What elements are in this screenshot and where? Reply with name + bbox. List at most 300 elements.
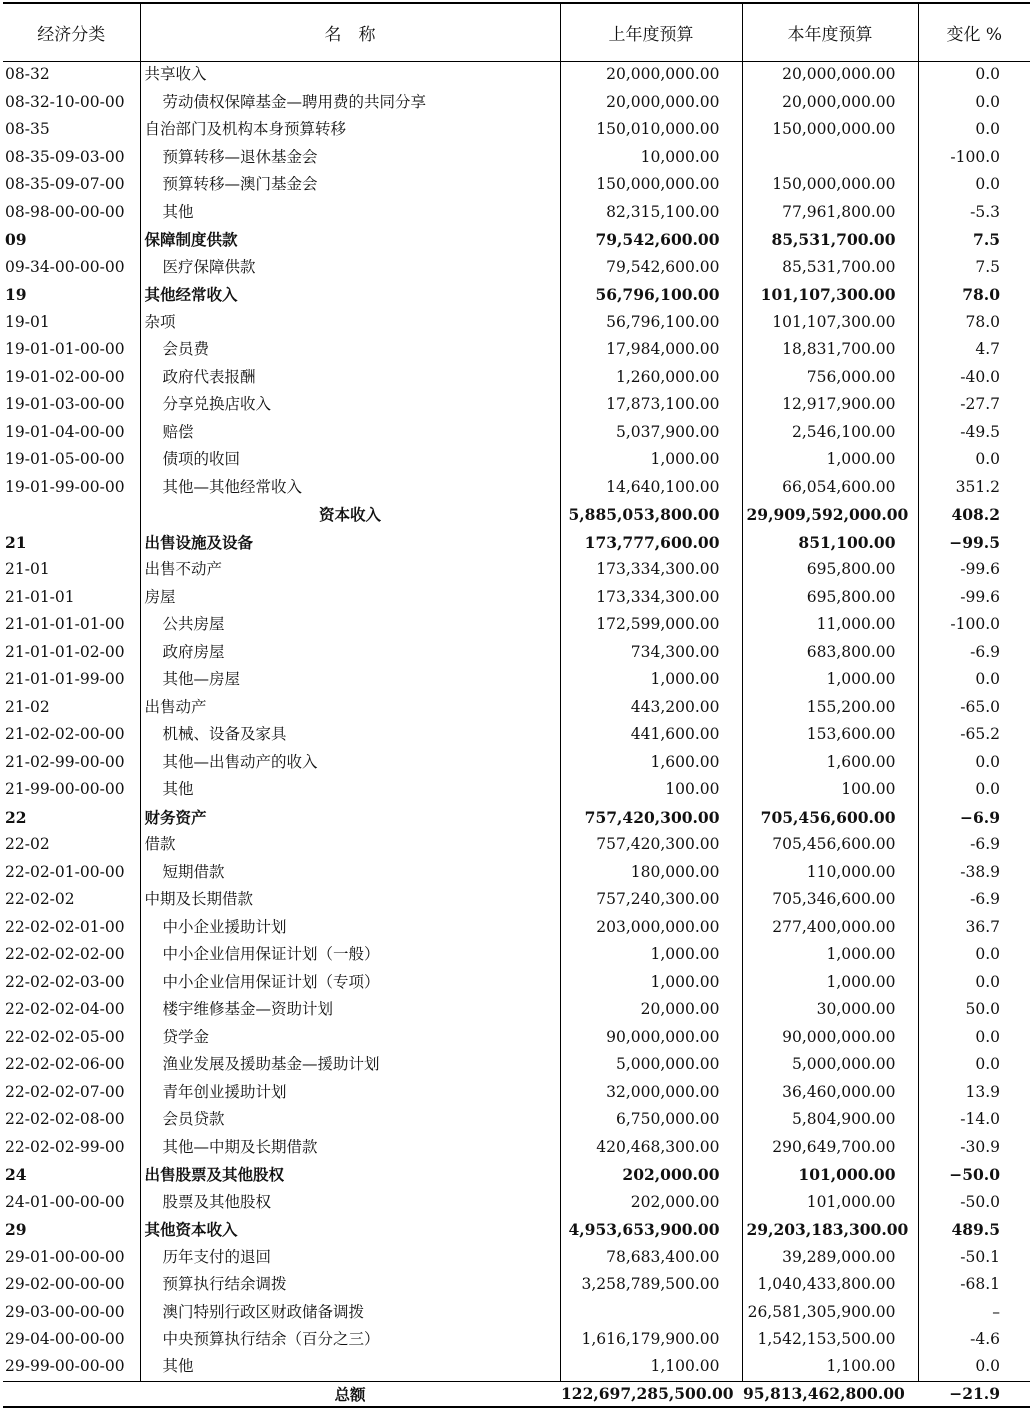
row-prev: 100.00 bbox=[560, 776, 742, 804]
row-curr: 1,600.00 bbox=[742, 749, 918, 777]
table-row bbox=[3, 336, 1030, 364]
row-change: 0.0 bbox=[918, 116, 1030, 144]
row-prev: 10,000.00 bbox=[560, 144, 742, 172]
table-row bbox=[3, 941, 1030, 969]
row-prev: 180,000.00 bbox=[560, 859, 742, 887]
row-curr: 18,831,700.00 bbox=[742, 336, 918, 364]
row-prev: 56,796,100.00 bbox=[560, 309, 742, 337]
table-row bbox=[3, 831, 1030, 859]
row-change: −99.5 bbox=[918, 529, 1030, 557]
table-row bbox=[3, 529, 1030, 557]
row-name: 股票及其他股权 bbox=[140, 1189, 560, 1217]
row-prev: 3,258,789,500.00 bbox=[560, 1271, 742, 1299]
row-code: 08-98-00-00-00 bbox=[5, 202, 125, 221]
row-curr bbox=[742, 144, 918, 172]
table-row bbox=[3, 611, 1030, 639]
row-code: 19-01-99-00-00 bbox=[5, 477, 125, 496]
row-prev: 5,000,000.00 bbox=[560, 1051, 742, 1079]
row-code: 29-01-00-00-00 bbox=[5, 1247, 125, 1266]
row-name: 政府房屋 bbox=[140, 639, 560, 667]
row-prev: 20,000.00 bbox=[560, 996, 742, 1024]
row-change: 0.0 bbox=[918, 89, 1030, 117]
row-change: -65.0 bbox=[918, 694, 1030, 722]
row-code: 22-02-02-08-00 bbox=[5, 1110, 125, 1128]
row-curr: 20,000,000.00 bbox=[742, 89, 918, 117]
table-row bbox=[3, 639, 1030, 667]
table-row bbox=[3, 419, 1030, 447]
row-curr: 1,000.00 bbox=[742, 666, 918, 694]
row-curr: 101,000.00 bbox=[742, 1161, 918, 1189]
row-prev: 1,616,179,900.00 bbox=[560, 1326, 742, 1354]
row-prev: 757,420,300.00 bbox=[560, 804, 742, 832]
row-curr: 36,460,000.00 bbox=[742, 1079, 918, 1107]
row-curr: 90,000,000.00 bbox=[742, 1024, 918, 1052]
row-curr: 5,000,000.00 bbox=[742, 1051, 918, 1079]
row-prev: 150,000,000.00 bbox=[560, 171, 742, 199]
table-row bbox=[3, 996, 1030, 1024]
row-curr: 100.00 bbox=[742, 776, 918, 804]
row-prev: 172,599,000.00 bbox=[560, 611, 742, 639]
row-code: 29-04-00-00-00 bbox=[5, 1330, 125, 1348]
row-code: 22-02-02-05-00 bbox=[5, 1027, 125, 1046]
row-prev: 82,315,100.00 bbox=[560, 199, 742, 227]
row-name: 会员贷款 bbox=[140, 1106, 560, 1134]
row-change: 78.0 bbox=[918, 309, 1030, 337]
total-label: 总额 bbox=[140, 1381, 560, 1407]
row-name: 赔偿 bbox=[140, 419, 560, 447]
row-curr: 683,800.00 bbox=[742, 639, 918, 667]
row-prev: 202,000.00 bbox=[560, 1189, 742, 1217]
row-curr: 85,531,700.00 bbox=[742, 226, 918, 254]
table-row bbox=[3, 1189, 1030, 1217]
table-row bbox=[3, 309, 1030, 337]
row-code: 22 bbox=[5, 807, 27, 827]
row-change: 0.0 bbox=[918, 61, 1030, 89]
row-prev: 1,000.00 bbox=[560, 666, 742, 694]
row-name: 中小企业信用保证计划（一般） bbox=[140, 941, 560, 969]
row-code: 21-02-99-00-00 bbox=[5, 752, 125, 771]
row-code: 22-02-02-01-00 bbox=[5, 917, 125, 936]
row-code: 22-02-02-06-00 bbox=[5, 1055, 125, 1073]
header-curr-year: 本年度预算 bbox=[742, 3, 918, 61]
row-curr: 705,456,600.00 bbox=[742, 804, 918, 832]
row-prev: 6,750,000.00 bbox=[560, 1106, 742, 1134]
table-body bbox=[3, 61, 1030, 1381]
row-change: -100.0 bbox=[918, 144, 1030, 172]
row-change: 0.0 bbox=[918, 776, 1030, 804]
table-row bbox=[3, 804, 1030, 832]
row-curr: 1,000.00 bbox=[742, 941, 918, 969]
row-prev: 5,037,900.00 bbox=[560, 419, 742, 447]
row-name: 其他—出售动产的收入 bbox=[140, 749, 560, 777]
row-name: 分享兑换店收入 bbox=[140, 391, 560, 419]
table-row bbox=[3, 171, 1030, 199]
row-curr: 1,040,433,800.00 bbox=[742, 1271, 918, 1299]
header-row bbox=[3, 3, 1030, 61]
row-curr: 110,000.00 bbox=[742, 859, 918, 887]
total-code bbox=[3, 1381, 140, 1407]
row-prev: 14,640,100.00 bbox=[560, 474, 742, 502]
row-curr: 150,000,000.00 bbox=[742, 116, 918, 144]
row-curr: 277,400,000.00 bbox=[742, 914, 918, 942]
row-prev: 1,000.00 bbox=[560, 446, 742, 474]
table-row bbox=[3, 886, 1030, 914]
row-curr: 155,200.00 bbox=[742, 694, 918, 722]
table-row bbox=[3, 144, 1030, 172]
row-prev: 79,542,600.00 bbox=[560, 226, 742, 254]
row-change: −6.9 bbox=[918, 804, 1030, 832]
row-code: 21-01-01-01-00 bbox=[5, 615, 125, 633]
row-change: -14.0 bbox=[918, 1106, 1030, 1134]
row-curr: 29,203,183,300.00 bbox=[742, 1216, 918, 1244]
row-code: 19-01-01-00-00 bbox=[5, 340, 125, 358]
row-change: -40.0 bbox=[918, 364, 1030, 392]
row-curr: 1,000.00 bbox=[742, 446, 918, 474]
row-code: 22-02-02-07-00 bbox=[5, 1082, 125, 1101]
row-change: -6.9 bbox=[918, 639, 1030, 667]
row-code: 24 bbox=[5, 1165, 27, 1184]
row-prev: 734,300.00 bbox=[560, 639, 742, 667]
row-change: 4.7 bbox=[918, 336, 1030, 364]
table-row bbox=[3, 721, 1030, 749]
row-prev: 32,000,000.00 bbox=[560, 1079, 742, 1107]
row-name: 预算转移—澳门基金会 bbox=[140, 171, 560, 199]
table-row bbox=[3, 391, 1030, 419]
row-code: 09 bbox=[5, 230, 27, 249]
row-curr: 1,542,153,500.00 bbox=[742, 1326, 918, 1354]
table-row bbox=[3, 1079, 1030, 1107]
row-prev: 203,000,000.00 bbox=[560, 914, 742, 942]
row-code: 29-03-00-00-00 bbox=[5, 1302, 125, 1321]
row-change: 36.7 bbox=[918, 914, 1030, 942]
row-prev: 20,000,000.00 bbox=[560, 61, 742, 89]
row-change: -50.0 bbox=[918, 1189, 1030, 1217]
row-change: 0.0 bbox=[918, 749, 1030, 777]
row-code: 08-35-09-03-00 bbox=[5, 147, 125, 166]
table-row bbox=[3, 364, 1030, 392]
table-row bbox=[3, 776, 1030, 804]
table-row bbox=[3, 914, 1030, 942]
row-prev: 90,000,000.00 bbox=[560, 1024, 742, 1052]
row-curr: 1,100.00 bbox=[742, 1354, 918, 1382]
row-code: 19-01-05-00-00 bbox=[5, 450, 125, 468]
row-code: 22-02-02-04-00 bbox=[5, 1000, 125, 1018]
row-curr: 66,054,600.00 bbox=[742, 474, 918, 502]
row-curr: 695,800.00 bbox=[742, 584, 918, 612]
row-curr: 756,000.00 bbox=[742, 364, 918, 392]
row-name: 短期借款 bbox=[140, 859, 560, 887]
row-name: 历年支付的退回 bbox=[140, 1244, 560, 1272]
row-code: 22-02-02-99-00 bbox=[5, 1137, 125, 1156]
row-name: 房屋 bbox=[140, 584, 560, 612]
row-prev: 78,683,400.00 bbox=[560, 1244, 742, 1272]
row-name: 机械、设备及家具 bbox=[140, 721, 560, 749]
budget-table bbox=[3, 2, 1030, 1408]
row-name: 自治部门及机构本身预算转移 bbox=[140, 116, 560, 144]
row-prev: 56,796,100.00 bbox=[560, 281, 742, 309]
table-row bbox=[3, 1299, 1030, 1327]
row-code: 21-99-00-00-00 bbox=[5, 780, 125, 798]
row-name: 借款 bbox=[140, 831, 560, 859]
row-change: -65.2 bbox=[918, 721, 1030, 749]
row-name: 杂项 bbox=[140, 309, 560, 337]
table-row bbox=[3, 501, 1030, 529]
row-prev: 150,010,000.00 bbox=[560, 116, 742, 144]
table-header bbox=[3, 3, 1030, 61]
row-prev bbox=[560, 1299, 742, 1327]
row-change: 0.0 bbox=[918, 1051, 1030, 1079]
row-code: 08-35-09-07-00 bbox=[5, 175, 125, 193]
row-curr: 101,107,300.00 bbox=[742, 281, 918, 309]
row-name: 预算转移—退休基金会 bbox=[140, 144, 560, 172]
header-change: 变化 % bbox=[918, 3, 1030, 61]
row-code: 08-32-10-00-00 bbox=[5, 92, 125, 111]
row-prev: 173,777,600.00 bbox=[560, 529, 742, 557]
row-code: 08-35 bbox=[5, 120, 50, 138]
table-row bbox=[3, 446, 1030, 474]
row-change: 408.2 bbox=[918, 501, 1030, 529]
table-row bbox=[3, 281, 1030, 309]
row-code bbox=[3, 501, 140, 529]
row-curr: 30,000.00 bbox=[742, 996, 918, 1024]
row-code: 29-02-00-00-00 bbox=[5, 1275, 125, 1293]
table-row bbox=[3, 1051, 1030, 1079]
row-name: 政府代表报酬 bbox=[140, 364, 560, 392]
row-prev: 4,953,653,900.00 bbox=[560, 1216, 742, 1244]
row-code: 19-01-03-00-00 bbox=[5, 395, 125, 413]
table-row bbox=[3, 89, 1030, 117]
row-name: 医疗保障供款 bbox=[140, 254, 560, 282]
row-curr: 153,600.00 bbox=[742, 721, 918, 749]
row-name: 中小企业援助计划 bbox=[140, 914, 560, 942]
row-prev: 1,260,000.00 bbox=[560, 364, 742, 392]
row-code: 29 bbox=[5, 1220, 27, 1239]
row-change: -27.7 bbox=[918, 391, 1030, 419]
row-curr: 101,107,300.00 bbox=[742, 309, 918, 337]
row-curr: 11,000.00 bbox=[742, 611, 918, 639]
row-curr: 29,909,592,000.00 bbox=[742, 501, 918, 529]
table-row bbox=[3, 1106, 1030, 1134]
row-prev: 441,600.00 bbox=[560, 721, 742, 749]
row-change: 0.0 bbox=[918, 446, 1030, 474]
row-name: 保障制度供款 bbox=[140, 226, 560, 254]
table-row bbox=[3, 254, 1030, 282]
row-code: 21-01-01-99-00 bbox=[5, 670, 125, 688]
row-curr: 101,000.00 bbox=[742, 1189, 918, 1217]
row-curr: 1,000.00 bbox=[742, 969, 918, 997]
table-row bbox=[3, 1216, 1030, 1244]
row-name: 共享收入 bbox=[140, 61, 560, 89]
row-prev: 202,000.00 bbox=[560, 1161, 742, 1189]
row-change: -100.0 bbox=[918, 611, 1030, 639]
row-change: -68.1 bbox=[918, 1271, 1030, 1299]
row-prev: 173,334,300.00 bbox=[560, 584, 742, 612]
row-name: 债项的收回 bbox=[140, 446, 560, 474]
row-change: 0.0 bbox=[918, 1024, 1030, 1052]
row-name: 出售设施及设备 bbox=[140, 529, 560, 557]
row-name: 财务资产 bbox=[140, 804, 560, 832]
row-curr: 851,100.00 bbox=[742, 529, 918, 557]
row-name: 出售不动产 bbox=[140, 556, 560, 584]
row-prev: 1,100.00 bbox=[560, 1354, 742, 1382]
row-change: -5.3 bbox=[918, 199, 1030, 227]
row-prev: 20,000,000.00 bbox=[560, 89, 742, 117]
row-code: 22-02-02 bbox=[5, 890, 75, 908]
row-curr: 39,289,000.00 bbox=[742, 1244, 918, 1272]
row-name: 中央预算执行结余（百分之三） bbox=[140, 1326, 560, 1354]
row-code: 08-32 bbox=[5, 65, 50, 84]
row-curr: 20,000,000.00 bbox=[742, 61, 918, 89]
row-change: −50.0 bbox=[918, 1161, 1030, 1189]
row-name: 其他资本收入 bbox=[140, 1216, 560, 1244]
row-curr: 2,546,100.00 bbox=[742, 419, 918, 447]
row-change: 0.0 bbox=[918, 666, 1030, 694]
total-row bbox=[3, 1381, 1030, 1407]
row-change: – bbox=[918, 1299, 1030, 1327]
row-code: 21-01-01 bbox=[5, 587, 75, 606]
row-prev: 420,468,300.00 bbox=[560, 1134, 742, 1162]
row-prev: 173,334,300.00 bbox=[560, 556, 742, 584]
row-prev: 79,542,600.00 bbox=[560, 254, 742, 282]
row-name: 资本收入 bbox=[140, 501, 560, 529]
table-row bbox=[3, 1134, 1030, 1162]
row-change: 7.5 bbox=[918, 226, 1030, 254]
row-code: 21 bbox=[5, 532, 27, 552]
row-curr: 695,800.00 bbox=[742, 556, 918, 584]
table-row bbox=[3, 666, 1030, 694]
total-prev: 122,697,285,500.00 bbox=[560, 1381, 742, 1407]
table-row bbox=[3, 969, 1030, 997]
row-prev: 757,240,300.00 bbox=[560, 886, 742, 914]
table-row bbox=[3, 1354, 1030, 1382]
row-code: 22-02-02-02-00 bbox=[5, 945, 125, 963]
table-row bbox=[3, 226, 1030, 254]
table-footer bbox=[3, 1381, 1030, 1407]
row-curr: 150,000,000.00 bbox=[742, 171, 918, 199]
table-row bbox=[3, 694, 1030, 722]
row-change: 0.0 bbox=[918, 969, 1030, 997]
row-code: 19-01 bbox=[5, 312, 50, 331]
row-name: 中期及长期借款 bbox=[140, 886, 560, 914]
row-name: 出售股票及其他股权 bbox=[140, 1161, 560, 1189]
header-prev-year: 上年度预算 bbox=[560, 3, 742, 61]
row-name: 其他 bbox=[140, 1354, 560, 1382]
row-name: 其他 bbox=[140, 776, 560, 804]
row-prev: 443,200.00 bbox=[560, 694, 742, 722]
table-row bbox=[3, 1326, 1030, 1354]
row-code: 21-02 bbox=[5, 697, 50, 716]
row-code: 21-02-02-00-00 bbox=[5, 725, 125, 743]
row-curr: 12,917,900.00 bbox=[742, 391, 918, 419]
row-code: 21-01-01-02-00 bbox=[5, 642, 125, 661]
row-change: -99.6 bbox=[918, 584, 1030, 612]
row-change: 0.0 bbox=[918, 171, 1030, 199]
row-change: -6.9 bbox=[918, 886, 1030, 914]
row-prev: 757,420,300.00 bbox=[560, 831, 742, 859]
row-prev: 17,984,000.00 bbox=[560, 336, 742, 364]
row-code: 22-02-01-00-00 bbox=[5, 862, 125, 881]
row-code: 19-01-04-00-00 bbox=[5, 422, 125, 441]
row-change: 50.0 bbox=[918, 996, 1030, 1024]
table-row bbox=[3, 61, 1030, 89]
table-row bbox=[3, 859, 1030, 887]
row-curr: 26,581,305,900.00 bbox=[742, 1299, 918, 1327]
row-code: 29-99-00-00-00 bbox=[5, 1357, 125, 1376]
row-name: 渔业发展及援助基金—援助计划 bbox=[140, 1051, 560, 1079]
row-curr: 290,649,700.00 bbox=[742, 1134, 918, 1162]
row-name: 中小企业信用保证计划（专项） bbox=[140, 969, 560, 997]
row-curr: 85,531,700.00 bbox=[742, 254, 918, 282]
table-row bbox=[3, 1024, 1030, 1052]
table-row bbox=[3, 199, 1030, 227]
row-change: 0.0 bbox=[918, 941, 1030, 969]
row-name: 公共房屋 bbox=[140, 611, 560, 639]
row-change: 13.9 bbox=[918, 1079, 1030, 1107]
row-name: 预算执行结余调拨 bbox=[140, 1271, 560, 1299]
row-code: 19-01-02-00-00 bbox=[5, 367, 125, 386]
row-curr: 5,804,900.00 bbox=[742, 1106, 918, 1134]
table-row bbox=[3, 584, 1030, 612]
row-name: 劳动债权保障基金—聘用费的共同分享 bbox=[140, 89, 560, 117]
row-code: 21-01 bbox=[5, 560, 50, 578]
row-name: 出售动产 bbox=[140, 694, 560, 722]
row-name: 青年创业援助计划 bbox=[140, 1079, 560, 1107]
row-name: 其他 bbox=[140, 199, 560, 227]
row-change: 489.5 bbox=[918, 1216, 1030, 1244]
total-curr: 95,813,462,800.00 bbox=[742, 1381, 918, 1407]
row-change: -4.6 bbox=[918, 1326, 1030, 1354]
row-curr: 705,456,600.00 bbox=[742, 831, 918, 859]
row-change: -30.9 bbox=[918, 1134, 1030, 1162]
row-name: 贷学金 bbox=[140, 1024, 560, 1052]
table-row bbox=[3, 1271, 1030, 1299]
row-name: 其他—房屋 bbox=[140, 666, 560, 694]
row-change: 7.5 bbox=[918, 254, 1030, 282]
row-prev: 1,600.00 bbox=[560, 749, 742, 777]
table-row bbox=[3, 116, 1030, 144]
total-change: −21.9 bbox=[918, 1381, 1030, 1407]
row-name: 其他经常收入 bbox=[140, 281, 560, 309]
row-name: 其他—中期及长期借款 bbox=[140, 1134, 560, 1162]
row-curr: 77,961,800.00 bbox=[742, 199, 918, 227]
row-change: 351.2 bbox=[918, 474, 1030, 502]
header-name: 名 称 bbox=[140, 3, 560, 61]
row-curr: 705,346,600.00 bbox=[742, 886, 918, 914]
row-code: 09-34-00-00-00 bbox=[5, 257, 125, 276]
header-code: 经济分类 bbox=[3, 3, 140, 61]
table-row bbox=[3, 474, 1030, 502]
row-name: 其他—其他经常收入 bbox=[140, 474, 560, 502]
row-change: -49.5 bbox=[918, 419, 1030, 447]
row-change: -38.9 bbox=[918, 859, 1030, 887]
row-code: 19 bbox=[5, 285, 27, 304]
row-prev: 1,000.00 bbox=[560, 969, 742, 997]
row-code: 22-02 bbox=[5, 835, 50, 853]
row-prev: 5,885,053,800.00 bbox=[560, 501, 742, 529]
row-code: 24-01-00-00-00 bbox=[5, 1192, 125, 1211]
row-name: 澳门特别行政区财政储备调拨 bbox=[140, 1299, 560, 1327]
row-change: -50.1 bbox=[918, 1244, 1030, 1272]
row-prev: 17,873,100.00 bbox=[560, 391, 742, 419]
row-change: 78.0 bbox=[918, 281, 1030, 309]
table-row bbox=[3, 1161, 1030, 1189]
row-name: 楼宇维修基金—资助计划 bbox=[140, 996, 560, 1024]
table-row bbox=[3, 556, 1030, 584]
row-prev: 1,000.00 bbox=[560, 941, 742, 969]
row-change: -6.9 bbox=[918, 831, 1030, 859]
row-change: 0.0 bbox=[918, 1354, 1030, 1382]
row-change: -99.6 bbox=[918, 556, 1030, 584]
